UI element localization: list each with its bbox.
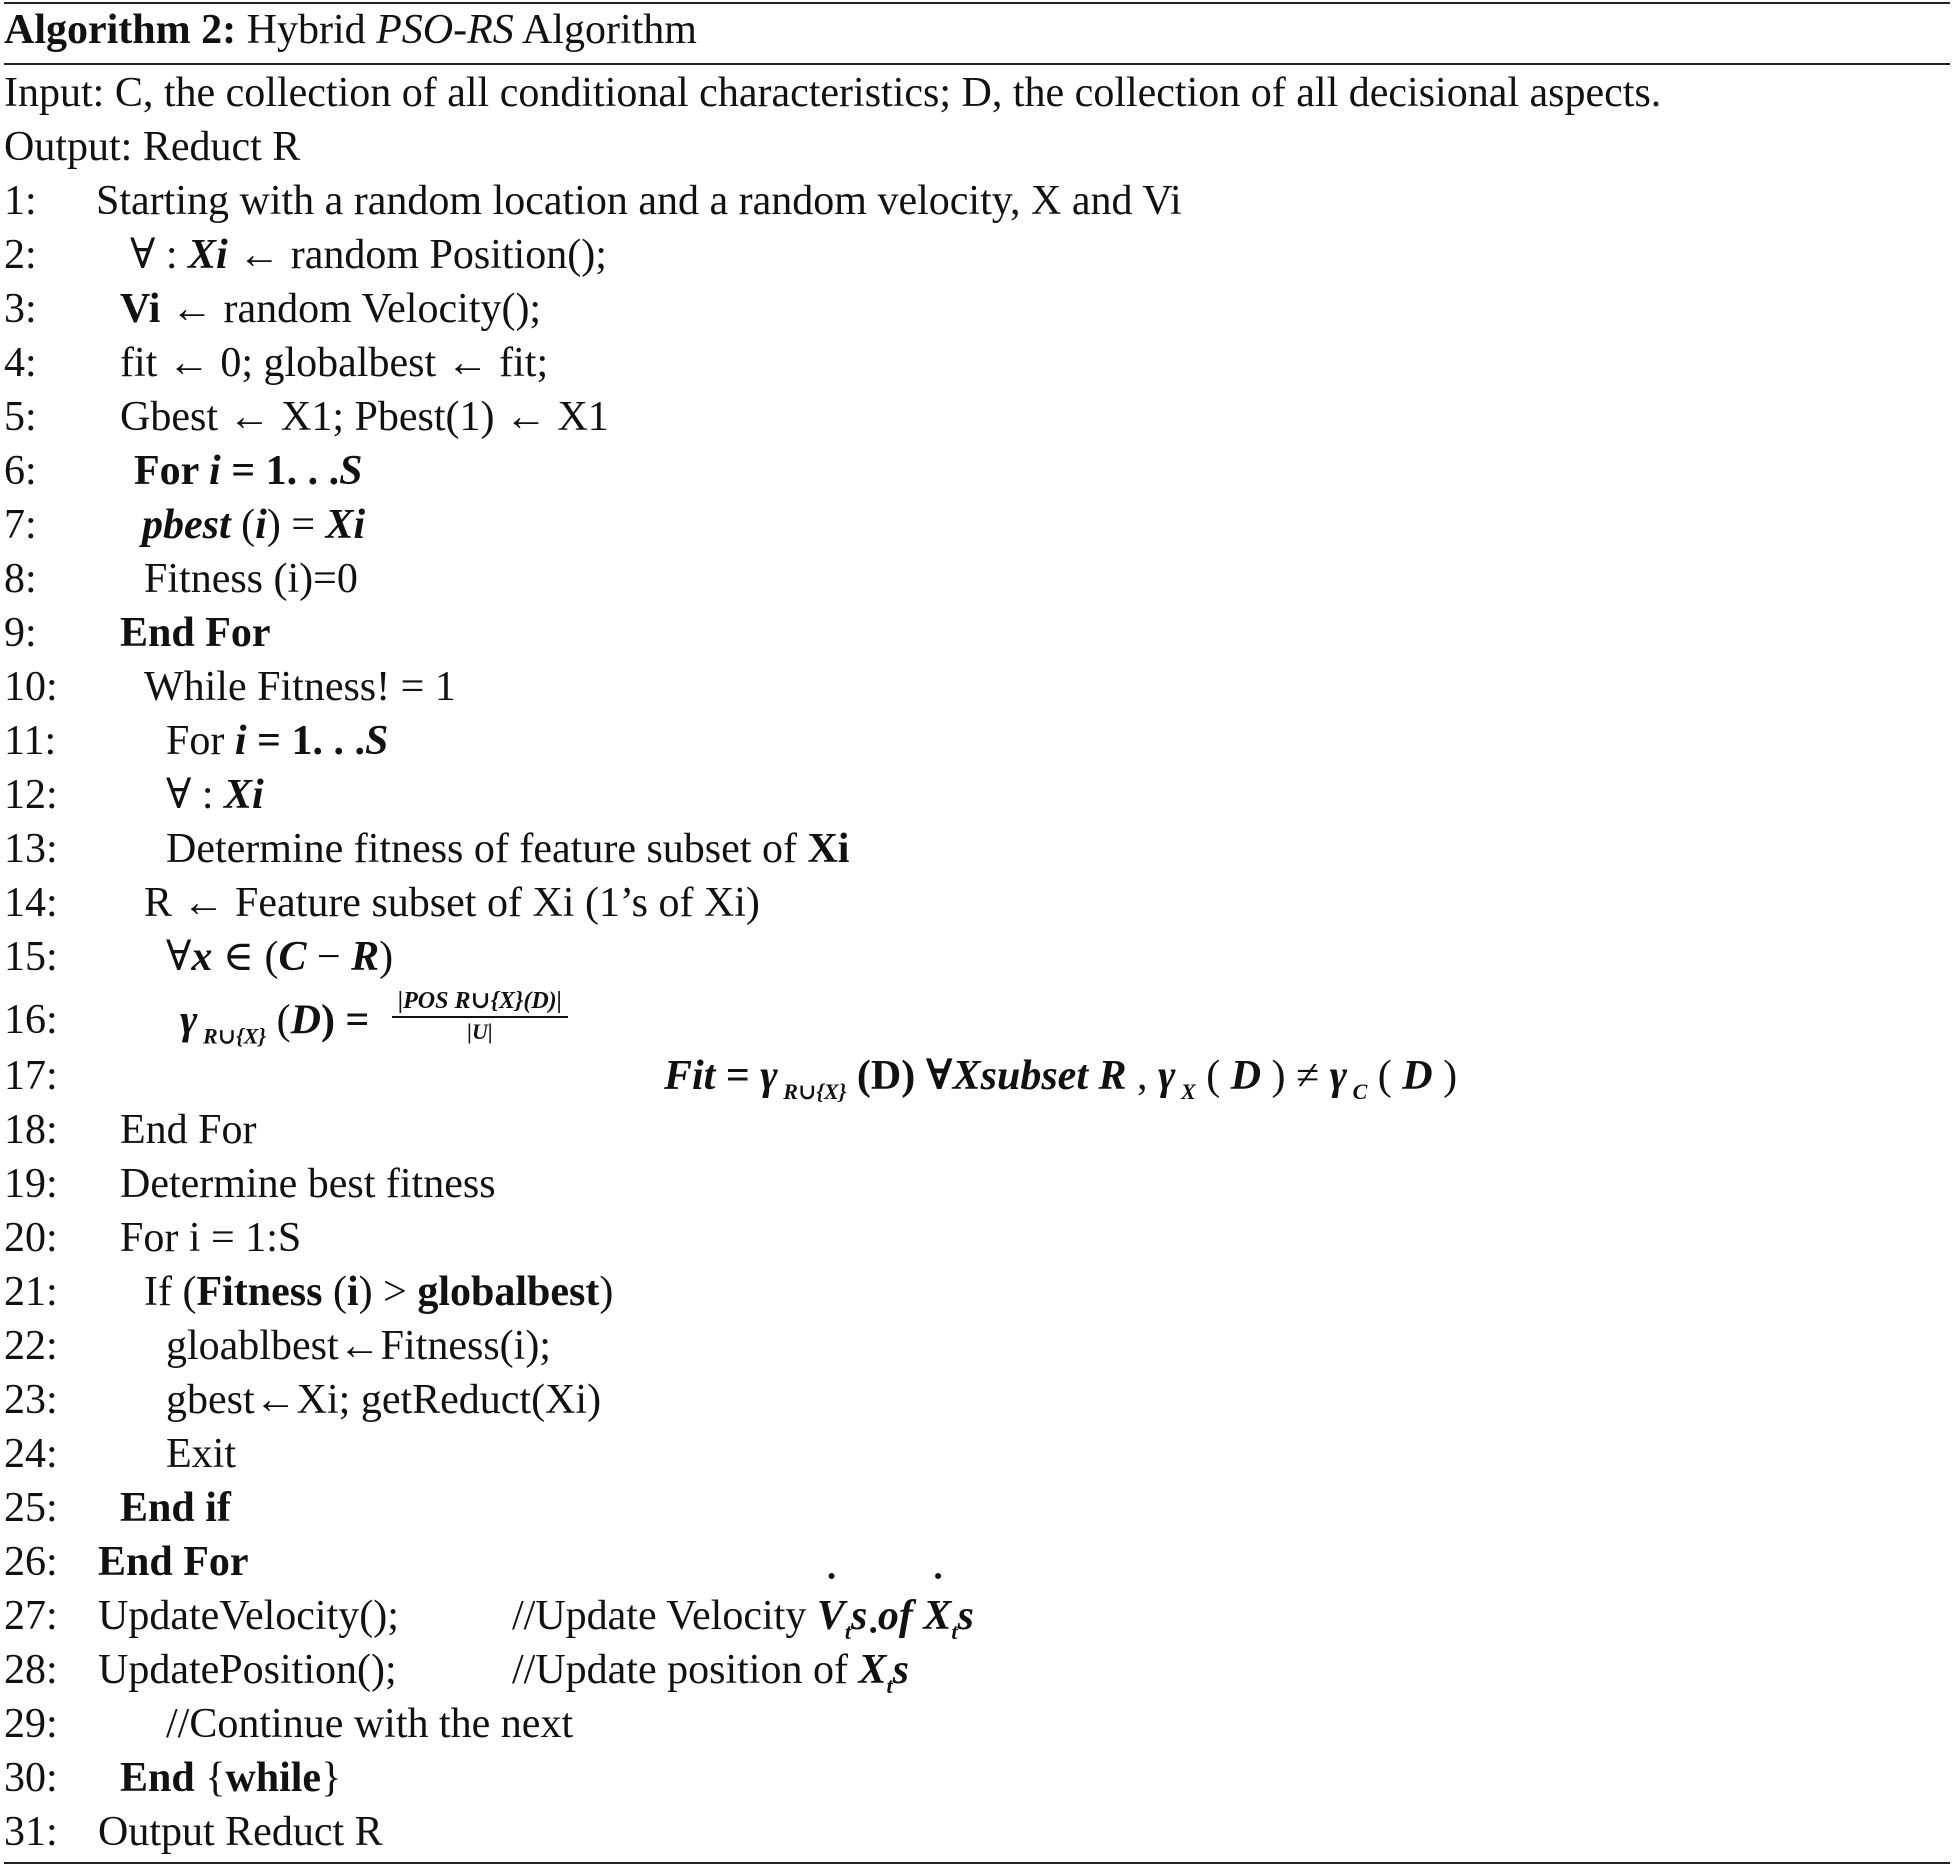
line-text: Exit (166, 1431, 236, 1477)
var-xi: Xi (807, 826, 850, 872)
var-x-dot: ˙ X (858, 1644, 886, 1696)
var-r: R (351, 934, 380, 980)
line-number: 6: (4, 448, 37, 494)
line-text (166, 715, 388, 767)
var-d: D (1402, 1053, 1433, 1099)
s-of-text: s of (850, 1593, 924, 1639)
fraction-numerator: |POS R∪{X}(D)| (392, 986, 568, 1018)
line-number: 26: (4, 1539, 58, 1585)
subscript-t: t (951, 1619, 958, 1644)
line-number: 27: (4, 1593, 58, 1639)
paren-open: ( (230, 502, 256, 548)
gamma-subscript: R∪{X} (197, 1023, 267, 1049)
line-number: 29: (4, 1701, 58, 1747)
var-x-dot: ˙ X (923, 1590, 951, 1642)
line-number: 8: (4, 556, 37, 602)
var-globalbest: globalbest (417, 1269, 600, 1315)
line-text: //Continue with the next (166, 1701, 574, 1747)
forall-symbol: ∀ (166, 934, 192, 980)
var-i: i (209, 448, 221, 494)
keyword-end: End (120, 1755, 195, 1801)
line-text (120, 1752, 341, 1804)
var-d: D (1230, 1053, 1262, 1099)
line-number: 30: (4, 1755, 58, 1801)
line-text: End For (120, 610, 271, 656)
var-pbest: pbest (142, 502, 231, 548)
line-text (142, 499, 365, 551)
var-s: S (364, 718, 389, 764)
var-c: C (278, 934, 307, 980)
range-text: = 1. . . (246, 718, 365, 764)
line-text: Gbest ← X1; Pbest(1) ← X1 (120, 394, 609, 440)
var-xi: Xi (325, 502, 366, 548)
output-text: Output: Reduct R (4, 124, 301, 170)
assign-text: ← random Velocity(); (160, 286, 542, 332)
line-text: End For (98, 1539, 249, 1585)
line-text: End For (120, 1107, 257, 1153)
line-text: R ← Feature subset of Xi (1’s of Xi) (144, 880, 760, 926)
var-xi: Xi (224, 772, 264, 818)
caption-title-italic: PSO-RS (376, 7, 514, 53)
var-i: i (346, 1269, 359, 1315)
keyword-if: If ( (144, 1269, 197, 1315)
line-number: 7: (4, 502, 37, 548)
brace-close: } (321, 1755, 342, 1801)
line-number: 2: (4, 232, 37, 278)
header-rule (4, 63, 1950, 65)
paren-open: ( (1195, 1053, 1231, 1099)
gamma-symbol-x: γ (1158, 1053, 1176, 1099)
line-number: 24: (4, 1431, 58, 1477)
line-number: 14: (4, 880, 58, 926)
fraction (392, 986, 568, 1046)
equals-text: ) = (320, 997, 380, 1044)
not-equal-text: ) ≠ (1261, 1053, 1330, 1099)
gamma-subscript-c: C (1347, 1079, 1368, 1104)
line-text: UpdateVelocity(); (98, 1593, 399, 1639)
input-line (4, 67, 1661, 119)
line-number: 20: (4, 1215, 58, 1261)
caption-title-suffix: Algorithm (521, 7, 697, 53)
line-text (664, 1050, 1457, 1118)
var-xi: Xi (188, 232, 228, 278)
line-number: 9: (4, 610, 37, 656)
algorithm-caption (4, 4, 697, 56)
fraction-denominator: |U| (467, 1019, 493, 1044)
gamma-subscript-x: X (1175, 1079, 1196, 1104)
line-text: For i = 1:S (120, 1215, 302, 1261)
line-number: 25: (4, 1485, 58, 1531)
comma-text: , (1126, 1053, 1159, 1099)
line-number: 17: (4, 1053, 58, 1099)
var-i: i (255, 502, 267, 548)
paren-close: ) (1432, 1053, 1458, 1099)
line-number: 22: (4, 1323, 58, 1369)
line-number: 5: (4, 394, 37, 440)
var-fit: Fit (664, 1053, 716, 1099)
equals-text: = (715, 1053, 761, 1099)
paren-close: ) (599, 1269, 614, 1315)
gamma-symbol-c: γ (1329, 1053, 1348, 1099)
line-number: 23: (4, 1377, 58, 1423)
paren-open: ( (322, 1269, 347, 1315)
line-text (166, 823, 849, 875)
line-number: 18: (4, 1107, 58, 1153)
caption-label: Algorithm 2: (4, 7, 237, 53)
subset-text: Xsubset R (952, 1053, 1127, 1099)
line-text: Determine best fitness (120, 1161, 496, 1207)
line-text: Fitness (i)=0 (144, 556, 358, 602)
var-vi: Vi (120, 286, 161, 332)
brace-open: { (194, 1755, 226, 1801)
gamma-symbol: γ (760, 1053, 778, 1099)
range-text: = 1. . . (220, 448, 340, 494)
line-text: End if (120, 1485, 231, 1531)
line-text: gbest←Xi; getReduct(Xi) (166, 1377, 602, 1423)
line-number: 1: (4, 178, 37, 224)
paren-close: ) (379, 934, 394, 980)
d-forall-text: (D) ∀ (846, 1053, 953, 1099)
keyword-for: For (166, 718, 235, 764)
line-text (166, 931, 393, 983)
line-text (180, 988, 568, 1063)
subscript-t: t (886, 1673, 893, 1698)
line-text (120, 283, 541, 335)
line-text: gloablbest←Fitness(i); (166, 1323, 551, 1369)
keyword-while: while (225, 1755, 322, 1801)
var-fitness: Fitness (196, 1269, 323, 1315)
line-number: 3: (4, 286, 37, 332)
line-number: 4: (4, 340, 37, 386)
assign-text: ← random Position(); (227, 232, 607, 278)
line-number: 15: (4, 934, 58, 980)
line-text: Starting with a random location and a random velocity, X and Vi (96, 178, 1182, 224)
gamma-subscript: R∪{X} (777, 1079, 847, 1104)
var-d: D (290, 997, 321, 1044)
line-number: 21: (4, 1269, 58, 1315)
var-v-dot: ˙ V (817, 1590, 845, 1642)
paren-open: ( (1367, 1053, 1403, 1099)
forall-symbol: ∀ : (166, 772, 225, 818)
input-text: Input: C, the collection of all conditional characteristics; D, the collection of all decisional aspects. (4, 70, 1662, 116)
line-text: Output Reduct R (98, 1809, 383, 1855)
line-number: 12: (4, 772, 58, 818)
line-text (166, 769, 264, 821)
comment-text: //Update position of (512, 1647, 859, 1693)
line-text: fit ← 0; globalbest ← fit; (120, 340, 549, 386)
var-i: i (234, 718, 247, 764)
gamma-symbol: γ (180, 997, 198, 1044)
element-of: ∈ ( (212, 934, 279, 980)
line-number: 11: (4, 718, 57, 764)
subscript-t: t (844, 1619, 851, 1644)
paren-open: ( (266, 997, 291, 1044)
line-text: UpdatePosition(); (98, 1647, 397, 1693)
bottom-rule (4, 1862, 1950, 1864)
line-number: 31: (4, 1809, 58, 1855)
line-text (144, 1266, 613, 1318)
line-text: While Fitness! = 1 (144, 664, 456, 710)
var-s: S (339, 448, 363, 494)
s-text: s (892, 1647, 909, 1693)
line-number: 16: (4, 997, 58, 1043)
var-x: x (191, 934, 213, 980)
greater-than: ) > (358, 1269, 418, 1315)
equals-text: ) = (266, 502, 326, 548)
line-number: 13: (4, 826, 58, 872)
caption-title-plain: Hybrid (246, 7, 366, 53)
forall-symbol: ∀ : (130, 232, 189, 278)
comment-text: //Update Velocity (512, 1593, 817, 1639)
line-text (130, 229, 607, 281)
keyword-for: For (134, 448, 210, 494)
line-number: 19: (4, 1161, 58, 1207)
determine-text: Determine fitness of feature subset of (166, 826, 808, 872)
line-text (134, 445, 363, 497)
minus-sign: − (306, 934, 352, 980)
output-line (4, 121, 300, 173)
s-text: s (957, 1593, 974, 1639)
line-number: 10: (4, 664, 58, 710)
line-number: 28: (4, 1647, 58, 1693)
